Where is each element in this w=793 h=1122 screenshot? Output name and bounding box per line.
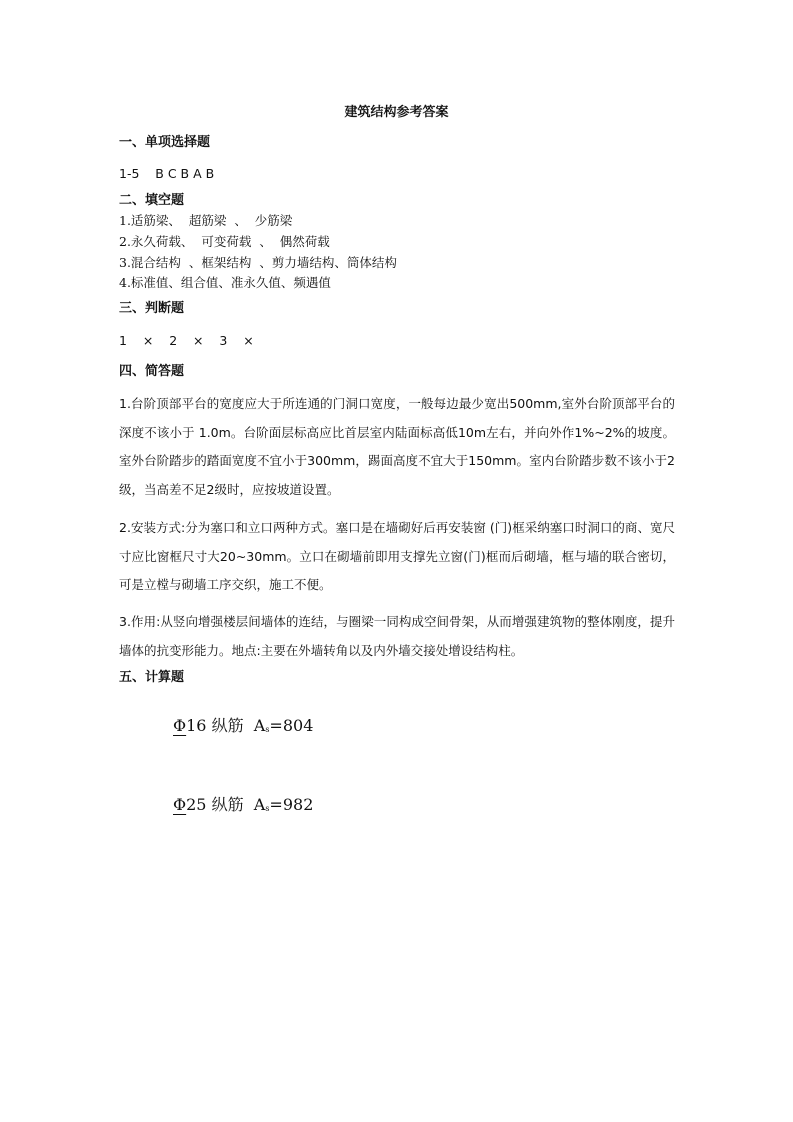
document-title: 建筑结构参考答案 [344, 105, 449, 120]
phi-symbol: Φ [173, 795, 187, 814]
formula-subscript: s [265, 725, 270, 734]
formula-text: 25 纵筋 A [186, 795, 266, 814]
fill-blank-heading: 二、填空题 [119, 193, 185, 208]
formula-subscript: s [265, 804, 270, 813]
calculation-heading: 五、计算题 [119, 670, 185, 685]
judgement-answer: 1 × 2 × 3 × [119, 333, 254, 348]
judgement-heading: 三、判断题 [119, 301, 185, 316]
short-answer-heading: 四、简答题 [119, 364, 185, 379]
calculation-formula-1 [173, 715, 313, 741]
short-answer-paragraph-1: 1.台阶顶部平台的宽度应大于所连通的门洞口宽度，一般每边最少宽出500mm,室外台阶顶部平台的深度不该小于 1.0m。台阶面层标高应比首层室内陆面标高低10m左右，并向外作1%~2%的坡度。室外台阶踏步的踏面宽度不宜小于300mm，踢面高度不宜大于150mm。室内台阶踏步数不该小于2级，当高差不足2级时，应按坡道设置。 [119, 396, 675, 497]
single-choice-answer: 1-5 B C B A B [119, 166, 215, 181]
calculation-formula-2 [173, 794, 313, 820]
formula-text: 16 纵筋 A [186, 716, 266, 735]
fill-blank-line-3: 3.混合结构 、框架结构 、剪力墙结构、筒体结构 [119, 255, 397, 270]
short-answer-paragraph-2: 2.安装方式:分为塞口和立口两种方式。塞口是在墙砌好后再安装窗 (门)框采纳塞口时洞口的商、宽尺寸应比窗框尺寸大20~30mm。立口在砌墙前即用支撑先立窗(门)框而后砌墙，框与墙的联合密切，可是立樘与砌墙工序交织，施工不便。 [119, 520, 675, 592]
formula-value: =804 [269, 716, 314, 735]
formula-value: =982 [269, 795, 314, 814]
fill-blank-line-1: 1.适筋梁、 超筋梁 、 少筋梁 [119, 213, 293, 228]
phi-symbol: Φ [173, 716, 187, 735]
short-answer-paragraph-3: 3.作用:从竖向增强楼层间墙体的连结，与圈梁一同构成空间骨架，从而增强建筑物的整体刚度，提升墙体的抗变形能力。地点:主要在外墙转角以及内外墙交接处增设结构柱。 [119, 614, 675, 658]
single-choice-heading: 一、单项选择题 [119, 135, 211, 150]
fill-blank-line-2: 2.永久荷载、 可变荷载 、 偶然荷载 [119, 234, 330, 249]
fill-blank-line-4: 4.标准值、组合值、准永久值、频遇值 [119, 275, 331, 290]
